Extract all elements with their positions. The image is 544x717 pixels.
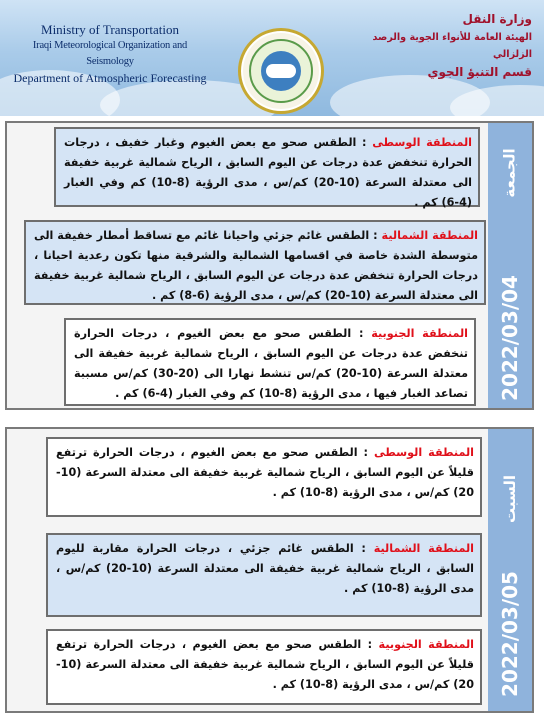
date-label: 2022/03/04 [498,275,522,401]
day-name-label: السبت [501,474,520,524]
date-label: 2022/03/05 [498,571,522,697]
region-north [46,533,482,617]
region-forecast-text: : الطقس صحو مع بعض الغيوم ، درجات الحرارة تنخفض عدة درجات عن اليوم السابق ، الرياح شمالية غربية خفيفة الى معتدلة السرعة (10-20) كم/س تنشط نهارا الى (20-30) كم/س مسببة تصاعد الغبار فيها ، مدى الرؤية (8-10) كم وفي الغبار (4-6) كم . [74,327,468,400]
ministry-name-en: Ministry of Transportation [41,22,179,37]
region-forecast-text: : الطقس صحو مع بعض الغيوم وغبار خفيف ، درجات الحرارة تنخفض عدة درجات عن اليوم السابق ، الرياح شمالية غربية خفيفة الى معتدلة السرعة (10-20) كم/س ، مدى الرؤية (8-10) كم وفي الغبار (4-6) كم . [64,136,472,209]
forecast-day-2 [5,427,534,713]
header-banner [0,0,544,116]
logo-cloud-icon [266,64,296,78]
region-forecast-text: : الطقس صحو مع بعض الغيوم ، درجات الحرارة ترتفع قليلاً عن اليوم السابق ، الرياح شمالية غربية خفيفة الى معتدلة السرعة (10-20) كم/س ، مدى الرؤية (8-10) كم . [56,446,474,499]
region-south [46,629,482,705]
ministry-name-ar: وزارة النقل [462,12,532,26]
english-org-block [10,22,210,86]
arabic-org-block [362,10,532,81]
region-name: المنطقة الوسطى [373,446,474,459]
region-central [54,127,480,207]
region-forecast-text: : الطقس غائم جزئي واحيانا غائم مع تساقط أمطار خفيفة الى متوسطة الشدة خاصة في اقسامها الشمالية والشرقية منها تكون رعدية احيانا ، درجات الحرارة تنخفض عدة درجات عن اليوم السابق ، الرياح شمالية غربية خفيفة الى معتدلة السرعة (10-20) كم/س ، مدى الرؤية (6-8) كم . [34,229,478,302]
region-north [24,220,486,305]
region-name: المنطقة الجنوبية [371,327,468,340]
region-south [64,318,476,406]
organization-logo [238,28,324,114]
region-name: المنطقة الشمالية [381,229,478,242]
region-forecast-text: : الطقس غائم جزئي ، درجات الحرارة مقاربة لليوم السابق ، الرياح شمالية غربية خفيفة الى معتدلة السرعة (10-20) كم/س ، مدى الرؤية (8-10) كم . [56,542,475,595]
region-forecast-text: : الطقس صحو مع بعض الغيوم ، درجات الحرارة ترتفع قليلاً عن اليوم السابق ، الرياح شمالية غربية خفيفة الى معتدلة السرعة (10-20) كم/س ، مدى الرؤية (8-10) كم . [56,638,474,691]
region-name: المنطقة الشمالية [373,542,474,555]
region-name: المنطقة الجنوبية [378,638,474,651]
region-central [46,437,482,517]
forecast-day-1 [5,121,534,410]
day-name-label: الجمعة [501,148,519,198]
region-name: المنطقة الوسطى [372,136,472,149]
department-name-en: Department of Atmospheric Forecasting [13,71,207,85]
organization-name-ar: الهيئة العامة للأنواء الجوية والرصد الزلزالي [372,32,532,60]
department-name-ar: قسم التنبؤ الجوي [427,65,532,79]
organization-name-en: Iraqi Meteorological Organization and Seismology [32,40,188,67]
